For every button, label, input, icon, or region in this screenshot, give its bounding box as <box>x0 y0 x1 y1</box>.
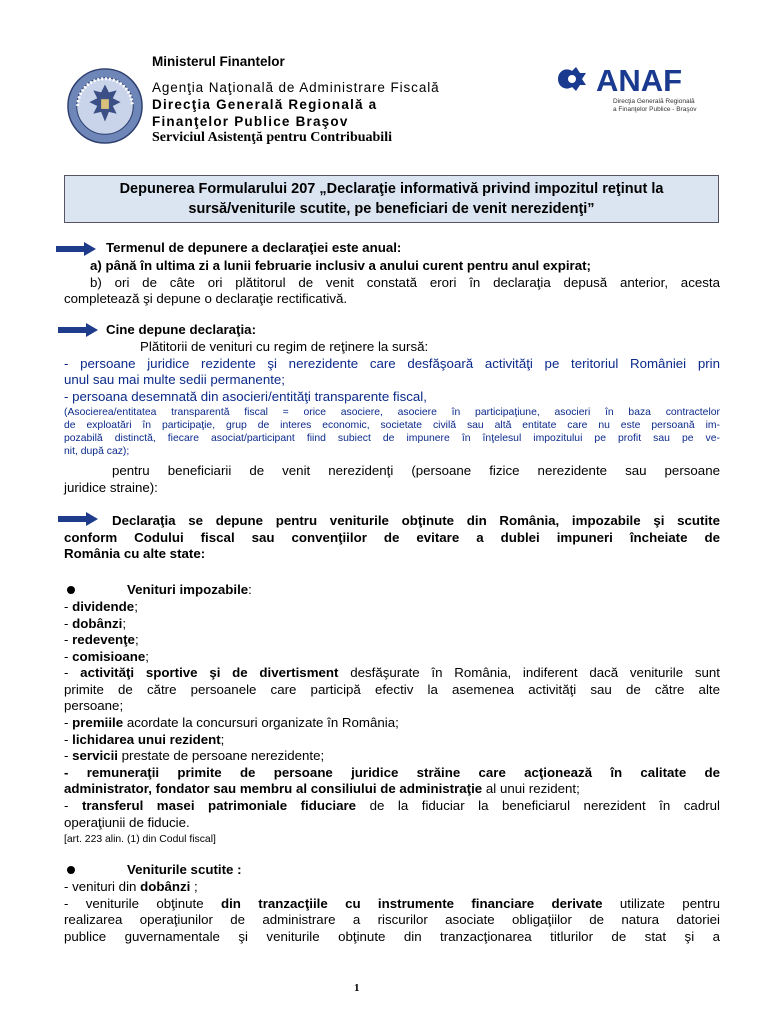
prizes-label: premiile <box>72 715 124 730</box>
services-label: servicii <box>72 748 118 763</box>
taxable-heading-colon: : <box>248 582 252 597</box>
who-intro: Plătitorii de venituri cu regim de reţinere la sursă: <box>140 339 429 354</box>
who-note-line1: (Asocierea/entitatea transparentă fiscal = orice asociere, asociere în participaţiune, asocieri în baza contractelor <box>64 407 720 418</box>
exempt-item2-bold: din tranzacţiile cu instrumente financiare derivate <box>220 896 603 911</box>
exempt-item2-line2: realizarea operaţiunilor de administrare a riscurilor asociate obligaţiilor de natura datoriei <box>64 912 720 927</box>
exempt-item-derivatives <box>64 896 720 912</box>
remuneration-line1: remuneraţii primite de persoane juridice străine care acţionează în calitate de <box>86 765 720 780</box>
who-note-line3: pozabilă distinctă, fiecare asociat/participant fiind subiect de impunere în înţelesul impozitului pe profit sau pe ve- <box>64 433 720 444</box>
taxable-heading: Venituri impozabile <box>127 582 249 597</box>
bullet-icon <box>67 866 75 874</box>
who-heading: Cine depune declaraţia: <box>106 322 256 337</box>
scope-line2: conform Codului fiscal sau convenţiilor de evitare a dublei impuneri încheiate de <box>64 530 720 545</box>
interest-label: dobânzi <box>72 616 123 631</box>
services-rest: prestate de persoane nerezidente; <box>117 748 325 763</box>
taxable-item-liquidation: - lichidarea unui rezident; <box>64 732 225 747</box>
taxable-transfer-line2: operaţiunii de fiducie. <box>64 815 190 830</box>
scope-line1: Declaraţia se depune pentru veniturile obţinute din România, impozabile şi scutite <box>112 513 720 528</box>
exempt-item-interest <box>64 879 198 895</box>
exempt-item2-post: utilizate pentru <box>602 896 720 911</box>
transfer-rest: de la fiduciar la beneficiarul nerezident în cadrul <box>356 798 720 813</box>
taxable-heading-row <box>127 582 252 598</box>
remuneration-line2-bold: administrator, fondator sau membru al consiliului de administraţie <box>64 781 483 796</box>
exempt-heading: Veniturile scutite : <box>127 862 242 877</box>
bullet-icon <box>67 586 75 594</box>
document-title <box>64 175 719 223</box>
title-line2: sursă/veniturile scutite, pe beneficiari de venit nerezidenţi” <box>188 201 595 217</box>
taxable-item-prizes: - premiile acordate la concursuri organizate în România; <box>64 715 399 730</box>
ministry-name: Ministerul Finantelor <box>152 54 285 69</box>
who-note-line4: nit, după caz); <box>64 446 130 457</box>
taxable-item-commissions: - comisioane; <box>64 649 149 664</box>
exempt-item2-pre: - veniturile obţinute <box>64 896 221 911</box>
exempt-item1-bold: dobânzi <box>140 879 191 894</box>
taxable-sport-line3: persoane; <box>64 698 124 713</box>
term-heading: Termenul de depunere a declaraţiei este anual: <box>106 240 402 255</box>
who-beneficiaries-line1: pentru beneficiarii de venit nerezidenţi (persoane fizice nerezidente sau persoane <box>112 463 720 478</box>
anaf-subtitle-line2: a Finanţelor Publice - Braşov <box>613 106 697 113</box>
taxable-item-dividends: - dividende; <box>64 599 138 614</box>
term-item-a: a) până în ultima zi a lunii februarie inclusiv a anului curent pentru anul expirat; <box>90 258 591 273</box>
anaf-subtitle-line1: Direcţia Generală Regională <box>613 98 695 105</box>
who-beneficiaries-line2: juridice straine): <box>64 480 158 495</box>
title-line1: Depunerea Formularului 207 „Declaraţie informativă privind impozitul reţinut la <box>119 181 664 197</box>
who-item2: - persoana desemnată din asocieri/entităţi transparente fiscal, <box>64 389 427 404</box>
who-item1-line2: unul sau mai multe sedii permanente; <box>64 372 285 387</box>
taxable-remuneration-line2 <box>64 781 580 797</box>
term-item-b-line2: completează şi depune o declaraţie rectificativă. <box>64 291 348 306</box>
sport-rest: desfăşurate în România, indiferent dacă veniturile sunt <box>338 665 720 680</box>
service-name: Serviciul Asistenţă pentru Contribuabili <box>152 130 392 145</box>
taxable-item-remuneration: - remuneraţii primite de persoane juridice străine care acţionează în calitate de <box>64 765 720 780</box>
directorate-line2: Finanţelor Publice Braşov <box>152 114 349 129</box>
anaf-logo-subtitle <box>613 98 733 114</box>
transfer-label: transferul masei patrimoniale fiduciare <box>81 798 357 813</box>
who-item1-line1: - persoane juridice rezidente şi nerezidente care desfăşoară activităţi pe teritoriul României prin <box>64 356 720 371</box>
exempt-item1-pre: - venituri din <box>64 879 141 894</box>
remuneration-line2-rest: al unui rezident; <box>482 781 580 796</box>
page-number: 1 <box>354 982 360 994</box>
taxable-item-services: - servicii prestate de persoane nerezidente; <box>64 748 325 763</box>
exempt-item1-post: ; <box>190 879 198 894</box>
sport-label: activităţi sportive şi de divertisment <box>80 665 339 680</box>
directorate-line1: Direcţia Generală Regională a <box>152 97 378 112</box>
taxable-item-sport: - activităţi sportive şi de divertisment desfăşurate în România, indiferent dacă veniturile sunt <box>64 665 720 680</box>
arrow-right-icon <box>56 242 96 256</box>
who-note-line2: de exploatări în participaţie, grup de interes economic, societate civilă sau altă entitate care nu este persoană im- <box>64 420 720 431</box>
term-item-b-line1: b) ori de câte ori plătitorul de venit constată erori în declaraţia depusă anterior, acesta <box>90 275 720 290</box>
anaf-logo-text: ANAF <box>596 63 683 96</box>
taxable-item-royalties: - redevenţe; <box>64 632 139 647</box>
anaf-logo-icon <box>552 62 722 96</box>
taxable-sport-line2: primite de către persoanele care participă efectiv la asemenea activităţi sau de către alte <box>64 682 720 697</box>
commissions-label: comisioane <box>72 649 146 664</box>
agency-name: Agenţia Naţională de Administrare Fiscală <box>152 80 440 95</box>
taxable-item-interest: - dobânzi; <box>64 616 127 631</box>
liquidation-label: lichidarea unui rezident <box>72 732 221 747</box>
legal-reference: [art. 223 alin. (1) din Codul fiscal] <box>64 834 216 845</box>
taxable-item-transfer: - transferul masei patrimoniale fiduciare de la fiduciar la beneficiarul nerezident în cadrul <box>64 798 720 813</box>
arrow-right-icon <box>58 512 98 526</box>
arrow-right-icon <box>58 323 98 337</box>
royalties-label: redevenţe <box>72 632 135 647</box>
dividends-label: dividende <box>72 599 135 614</box>
header-text <box>152 53 532 146</box>
prizes-rest: acordate la concursuri organizate în România; <box>123 715 399 730</box>
exempt-item2-line3: publice guvernamentale şi veniturile obţinute din tranzacţionarea titlurilor de stat şi a <box>64 929 720 944</box>
ministry-seal-icon <box>66 67 144 145</box>
scope-line3: România cu alte state: <box>64 546 206 561</box>
